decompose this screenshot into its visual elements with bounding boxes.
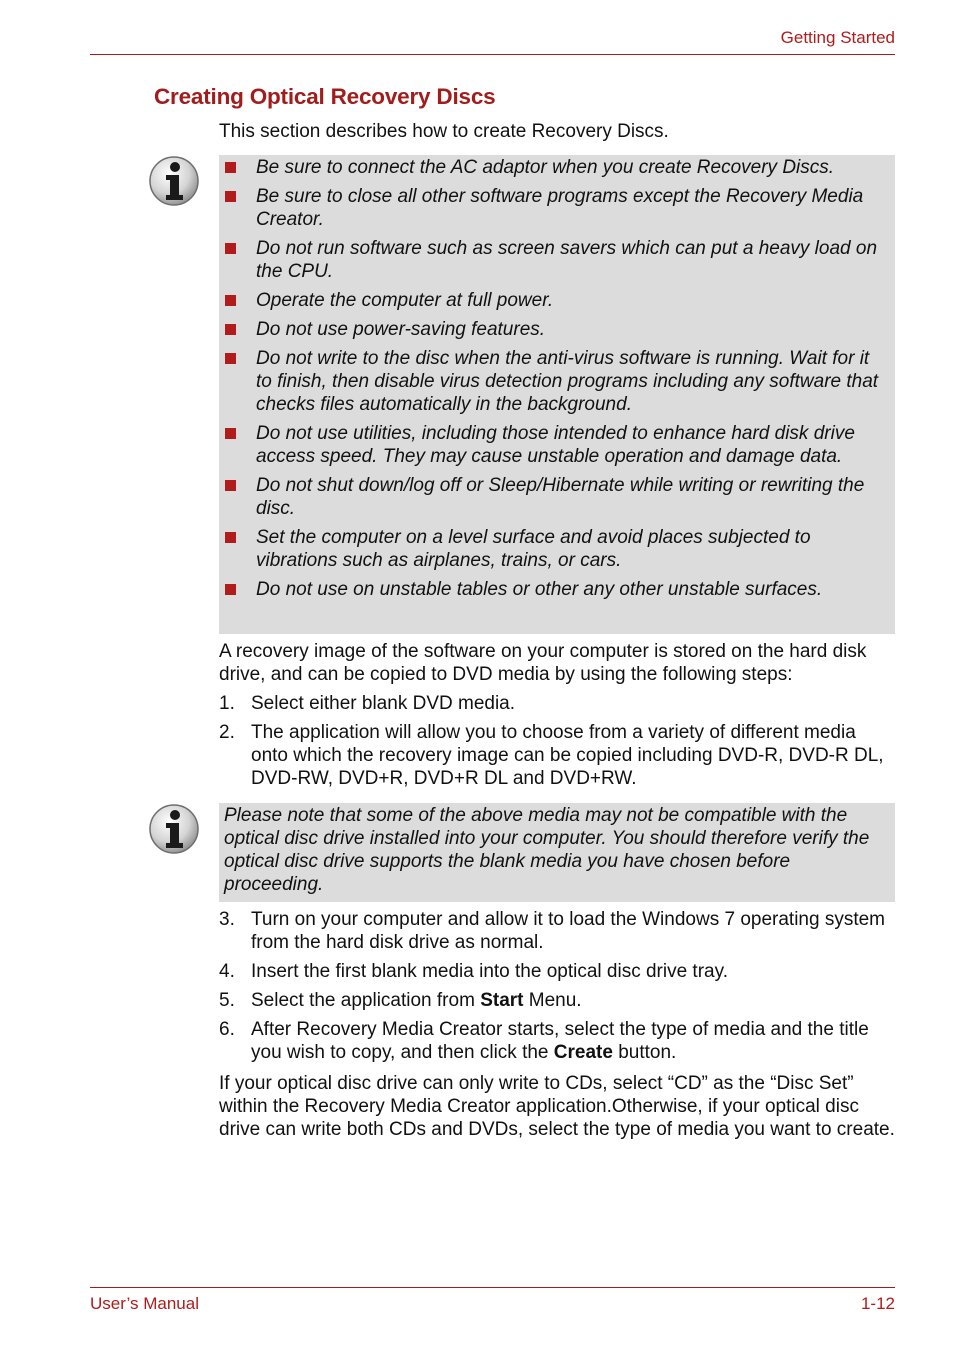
precaution-text: Set the computer on a level surface and avoid places subjected to vibrations such as airplanes, trains, or cars. [256,527,811,571]
precaution-text: Be sure to connect the AC adaptor when you create Recovery Discs. [256,157,835,178]
precautions-list [219,155,895,601]
precaution-text: Be sure to close all other software programs except the Recovery Media Creator. [256,186,864,230]
step-number: 4. [219,961,235,982]
precaution-item [219,578,895,601]
precaution-item [219,318,895,341]
step-number: 6. [219,1019,235,1040]
step-item [219,908,895,954]
step-text-post: button. [612,1042,677,1063]
square-bullet-icon [225,428,236,439]
square-bullet-icon [225,295,236,306]
step-text: The application will allow you to choose from a variety of different media onto which the recovery image can be copied including DVD-R, DVD-R DL, DVD-RW, DVD+R, DVD+R DL and DVD+RW. [251,722,884,789]
info-icon [148,803,200,855]
step-text-post: Menu. [523,990,582,1011]
step-text-pre: After Recovery Media Creator starts, select the type of media and the title you wish to copy, and then click the [251,1019,869,1063]
precaution-text: Do not shut down/log off or Sleep/Hibernate while writing or rewriting the disc. [256,475,865,519]
running-header: Getting Started [780,28,895,47]
note-box-precautions [219,155,895,634]
square-bullet-icon [225,324,236,335]
step-number: 3. [219,909,235,930]
step-item [219,721,895,790]
steps-list-a [219,692,895,796]
precaution-item [219,185,895,231]
precaution-item [219,347,895,416]
section-heading: Creating Optical Recovery Discs [154,84,496,109]
create-button-label: Create [553,1042,613,1063]
step-number: 2. [219,722,235,743]
step-item [219,1018,895,1064]
precaution-text: Do not use power-saving features. [256,319,546,340]
start-menu-label: Start [480,990,524,1011]
precaution-item [219,474,895,520]
recovery-paragraph: A recovery image of the software on your computer is stored on the hard disk drive, and can be copied to DVD media by using the following steps: [219,641,867,685]
step-number: 5. [219,990,235,1011]
note-box-media [219,803,895,902]
footer-rule [90,1287,895,1288]
step-text: Insert the first blank media into the optical disc drive tray. [251,961,728,982]
square-bullet-icon [225,191,236,202]
media-note-text: Please note that some of the above media may not be compatible with the optical disc drive installed into your computer. You should therefore verify the optical disc drive supports the blank media you have chosen before proceeding. [224,805,870,895]
closing-paragraph: If your optical disc drive can only write to CDs, select “CD” as the “Disc Set” within the Recovery Media Creator application.Otherwise, if your optical disc drive can write both CDs and DVDs, select the type of media you want to create. [219,1073,895,1140]
info-icon [148,155,200,207]
precaution-text: Do not use utilities, including those intended to enhance hard disk drive access speed. They may cause unstable operation and damage data. [256,423,855,467]
precaution-text: Operate the computer at full power. [256,290,554,311]
square-bullet-icon [225,353,236,364]
square-bullet-icon [225,480,236,491]
steps-list-b [219,908,895,1070]
square-bullet-icon [225,162,236,173]
precaution-text: Do not write to the disc when the anti-virus software is running. Wait for it to finish, then disable virus detection programs including any software that checks files automatically in the background. [256,348,879,415]
precaution-text: Do not run software such as screen savers which can put a heavy load on the CPU. [256,238,878,282]
precaution-item [219,237,895,283]
step-text-pre: Select the application from [251,990,481,1011]
square-bullet-icon [225,243,236,254]
square-bullet-icon [225,584,236,595]
step-text: Select either blank DVD media. [251,693,516,714]
page-number: 1-12 [860,1294,895,1313]
step-item [219,692,895,715]
square-bullet-icon [225,532,236,543]
intro-text: This section describes how to create Recovery Discs. [219,121,669,142]
step-text: Turn on your computer and allow it to load the Windows 7 operating system from the hard disk drive as normal. [251,909,886,953]
precaution-item [219,289,895,312]
precaution-item [219,526,895,572]
step-number: 1. [219,693,235,714]
header-rule [90,54,895,55]
precaution-text: Do not use on unstable tables or other any other unstable surfaces. [256,579,823,600]
step-item [219,960,895,983]
precaution-item [219,422,895,468]
step-item [219,989,895,1012]
precaution-item [219,156,895,179]
footer-manual-title: User’s Manual [90,1294,199,1313]
